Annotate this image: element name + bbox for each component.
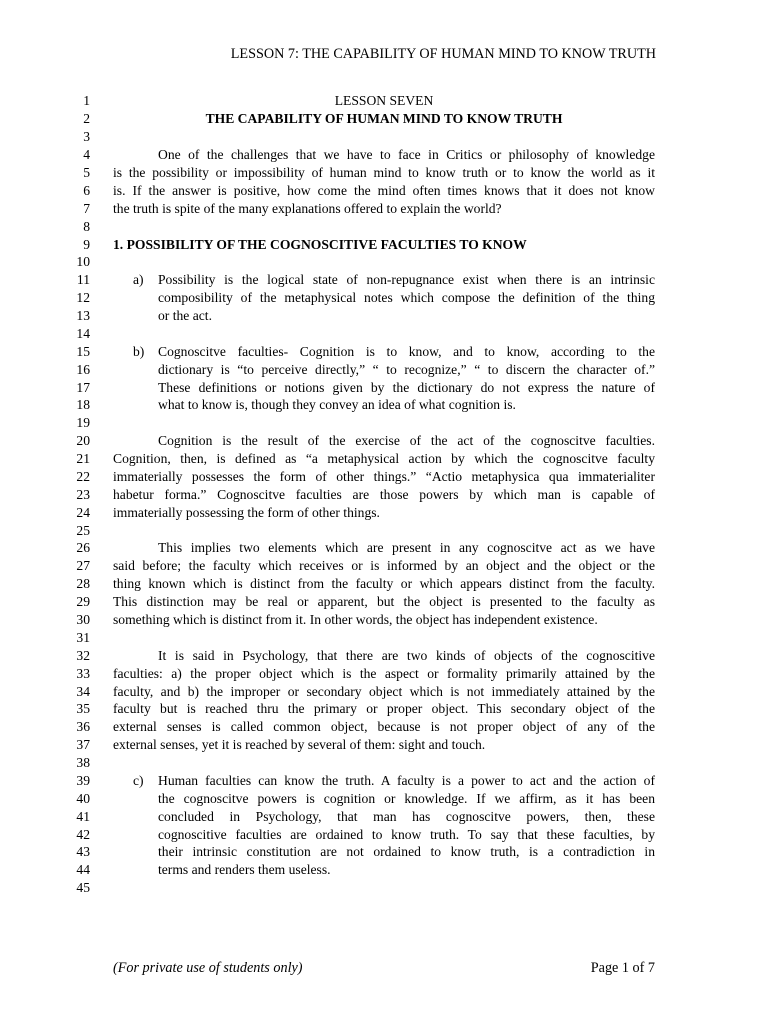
paragraph-line: terms and renders them useless.: [158, 862, 331, 877]
paragraph-line: Possibility is the logical state of non-repugnance exist when there is an intrinsic: [158, 272, 655, 287]
paragraph-line: faculty, and b) the improper or secondary object which is not immediately attained by the: [113, 684, 655, 699]
paragraph-line: external senses is called common object, because is not proper object of any of the: [113, 719, 655, 734]
line-number: 24: [76, 505, 90, 520]
line-number: 10: [76, 254, 90, 269]
paragraph-line: something which is distinct from it. In other words, the object has independent existence.: [113, 612, 598, 627]
line-number: 34: [76, 684, 90, 699]
page-number: Page 1 of 7: [590, 960, 655, 976]
paragraph-line: composibility of the metaphysical notes which compose the definition of the thing: [158, 290, 655, 305]
paragraph-line: said before; the faculty which receives or is informed by an object and the object or the: [113, 558, 655, 573]
line-number: 7: [83, 201, 90, 216]
paragraph-line: Human faculties can know the truth. A faculty is a power to act and the action of: [158, 773, 655, 788]
line-number: 12: [76, 290, 90, 305]
paragraph-line: Cognition is the result of the exercise of the act of the cognoscitve faculties.: [158, 433, 655, 448]
line-number: 35: [76, 701, 90, 716]
line-number: 16: [76, 362, 90, 377]
line-number: 19: [76, 415, 90, 430]
lesson-label: LESSON SEVEN: [334, 93, 434, 108]
paragraph-line: Cognoscitve faculties- Cognition is to know, and to know, according to the: [158, 344, 655, 359]
line-number: 29: [76, 594, 90, 609]
line-number: 39: [76, 773, 90, 788]
paragraph-line: thing known which is distinct from the faculty or which appears distinct from the faculty.: [113, 576, 655, 591]
line-number: 45: [76, 880, 90, 895]
line-number: 36: [76, 719, 90, 734]
line-number: 26: [76, 540, 90, 555]
line-number: 38: [76, 755, 90, 770]
paragraph-line: habetur forma.” Cognoscitve faculties are those powers by which man is capable of: [113, 487, 655, 502]
paragraph-line: or the act.: [158, 308, 212, 323]
line-number: 17: [76, 380, 90, 395]
line-number: 9: [83, 237, 90, 252]
line-number: 6: [83, 183, 90, 198]
paragraph-line: immaterially possessing the form of other things.: [113, 505, 380, 520]
paragraph-line: dictionary is “to perceive directly,” “ to recognize,” “ to discern the character of.”: [158, 362, 655, 377]
line-number: 32: [76, 648, 90, 663]
line-number: 23: [76, 487, 90, 502]
paragraph-line: cognoscitive faculties are ordained to know truth. To say that these faculties, by: [158, 827, 655, 842]
line-number: 44: [76, 862, 90, 877]
paragraph-line: is. If the answer is positive, how come the mind often times knows that it does not know: [113, 183, 655, 198]
line-number: 5: [83, 165, 90, 180]
paragraph-line: Cognition, then, is defined as “a metaphysical action by which the cognoscitve faculty: [113, 451, 655, 466]
line-number: 22: [76, 469, 90, 484]
paragraph-line: This distinction may be real or apparent, but the object is presented to the faculty as: [113, 594, 655, 609]
lesson-title: THE CAPABILITY OF HUMAN MIND TO KNOW TRUTH: [205, 111, 563, 126]
paragraph-line: These definitions or notions given by the dictionary do not express the nature of: [158, 380, 655, 395]
line-number: 13: [76, 308, 90, 323]
line-number: 42: [76, 827, 90, 842]
paragraph-line: the truth is spite of the many explanations offered to explain the world?: [113, 201, 502, 216]
line-number: 3: [83, 129, 90, 144]
line-number: 25: [76, 523, 90, 538]
line-number: 33: [76, 666, 90, 681]
paragraph-line: their intrinsic constitution are not ordained to know truth, is a contradiction in: [158, 844, 655, 859]
line-number: 43: [76, 844, 90, 859]
line-number: 8: [83, 219, 90, 234]
paragraph-line: faculties: a) the proper object which is the aspect or formality primarily attained by the: [113, 666, 655, 681]
paragraph-line: immaterially possesses the form of other things.” “Actio metaphysica qua immaterialiter: [113, 469, 655, 484]
line-number: 31: [76, 630, 90, 645]
paragraph-line: One of the challenges that we have to face in Critics or philosophy of knowledge: [158, 147, 655, 162]
line-number: 14: [76, 326, 90, 341]
paragraph-line: It is said in Psychology, that there are two kinds of objects of the cognoscitive: [158, 648, 655, 663]
line-number: 20: [76, 433, 90, 448]
line-number: 40: [76, 791, 90, 806]
line-number: 4: [83, 147, 90, 162]
footer-note: (For private use of students only): [113, 960, 303, 976]
paragraph-line: is the possibility or impossibility of human mind to know truth or to know the world as it: [113, 165, 655, 180]
line-number: 1: [83, 93, 90, 108]
list-marker: b): [133, 344, 145, 359]
line-number: 18: [76, 397, 90, 412]
line-number: 11: [76, 272, 90, 287]
paragraph-line: This implies two elements which are present in any cognoscitve act as we have: [158, 540, 655, 555]
paragraph-line: the cognoscitve powers is cognition or knowledge. If we affirm, as it has been: [158, 791, 655, 806]
line-number: 41: [76, 809, 90, 824]
line-number: 15: [76, 344, 90, 359]
line-number: 2: [83, 111, 90, 126]
line-number: 37: [76, 737, 90, 752]
paragraph-line: what to know is, though they convey an idea of what cognition is.: [158, 397, 516, 412]
list-marker: a): [133, 272, 144, 287]
running-header: LESSON 7: THE CAPABILITY OF HUMAN MIND TO KNOW TRUTH: [230, 46, 656, 62]
line-number: 21: [76, 451, 90, 466]
paragraph-line: external senses, yet it is reached by several of them: sight and touch.: [113, 737, 486, 752]
paragraph-line: concluded in Psychology, that man has cognoscitve powers, then, these: [158, 809, 655, 824]
paragraph-line: faculty but is reached thru the primary or proper object. This secondary object of the: [113, 701, 655, 716]
line-number: 30: [76, 612, 90, 627]
section-heading: 1. POSSIBILITY OF THE COGNOSCITIVE FACULTIES TO KNOW: [113, 237, 527, 252]
line-number: 27: [76, 558, 90, 573]
line-number: 28: [76, 576, 90, 591]
list-marker: c): [133, 773, 144, 788]
